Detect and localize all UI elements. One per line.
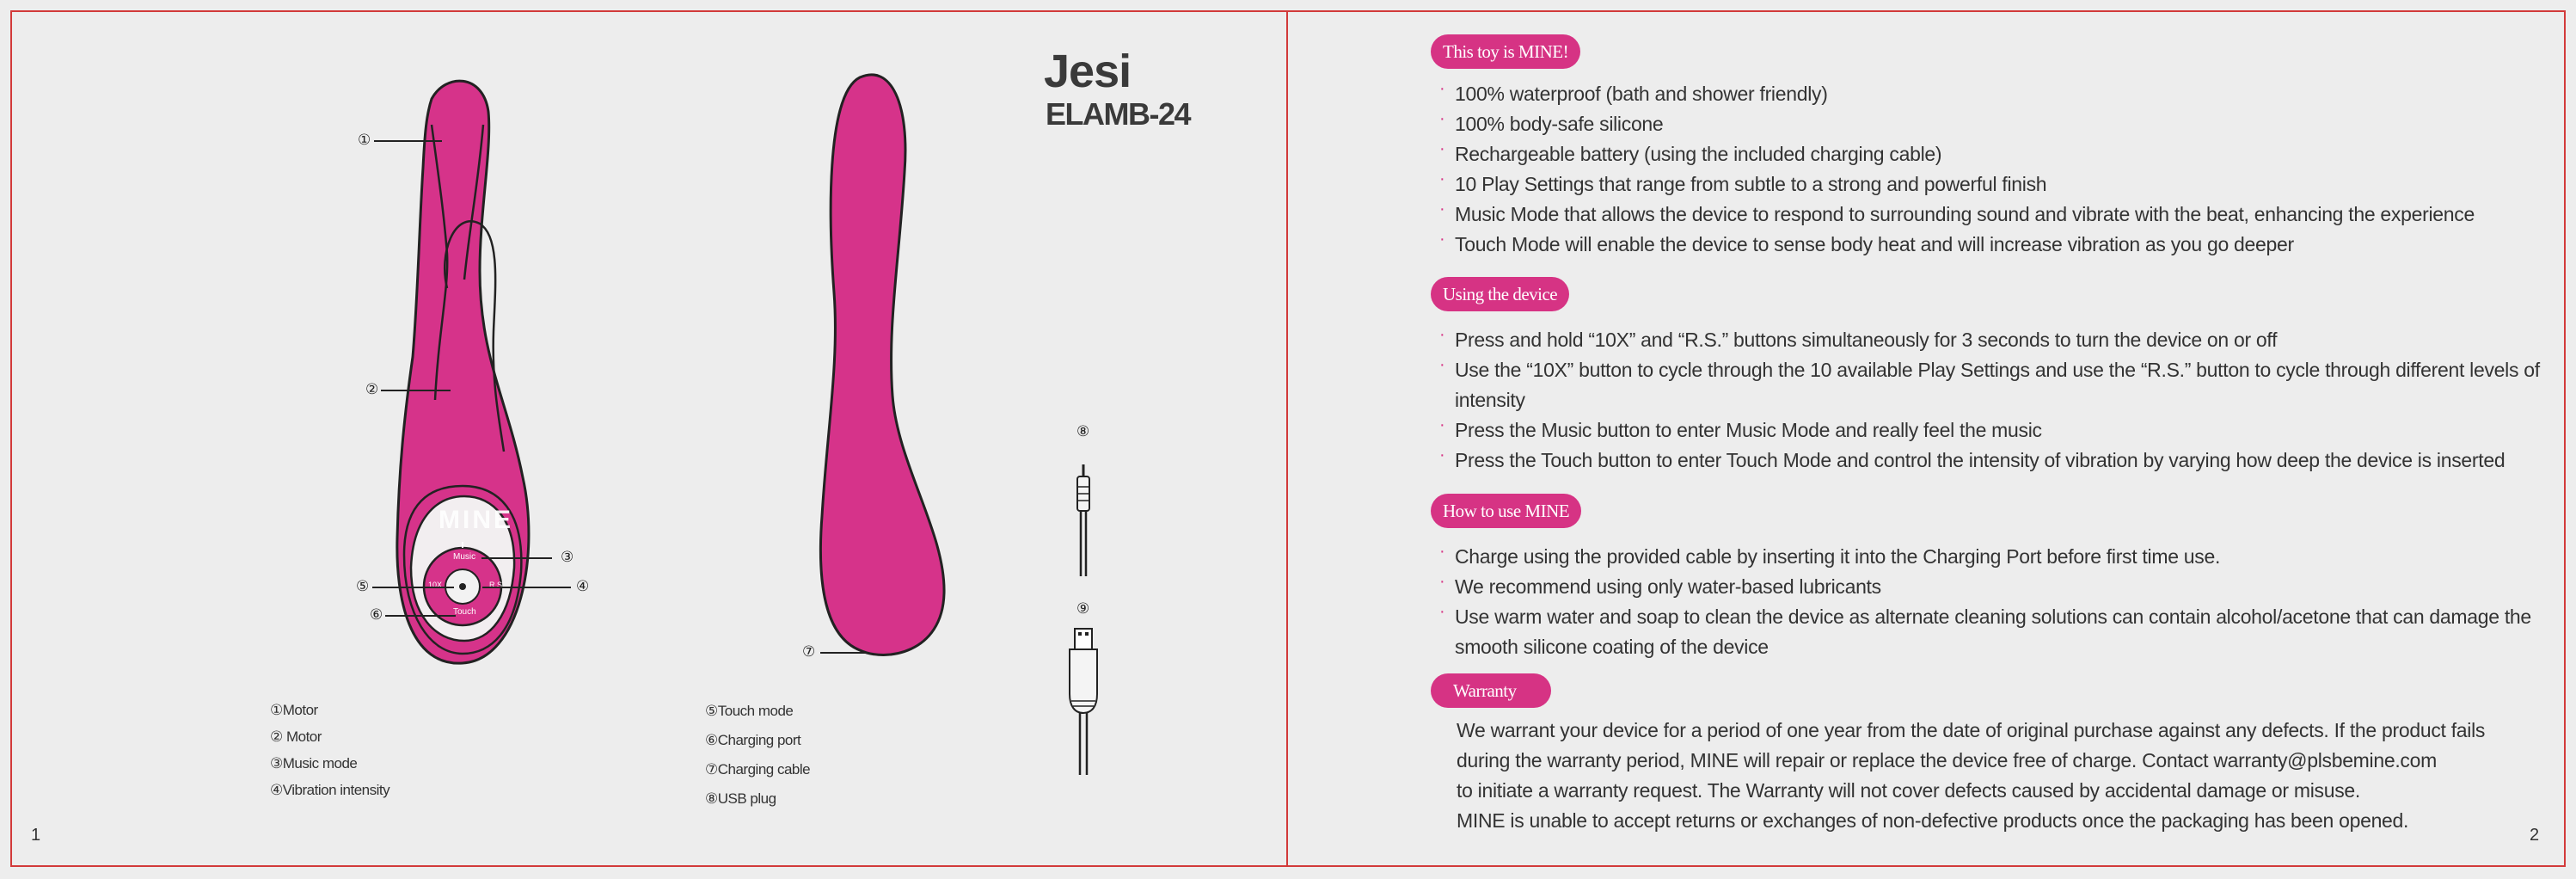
callout-9: ⑨ (1076, 600, 1090, 617)
warranty-line: MINE is unable to accept returns or exchanges of non-defective products once the packaging has been opened. (1457, 809, 2409, 832)
usb-plug-illustration (1063, 624, 1104, 778)
callout-7: ⑦ (802, 643, 816, 660)
callout-1: ① (358, 132, 371, 148)
warranty-line: to initiate a warranty request. The Warranty will not cover defects caused by accidental damage or misuse. (1457, 779, 2360, 802)
button-label-10x: 10X (428, 581, 443, 589)
legend-column-1 (270, 697, 389, 803)
callout-8: ⑧ (1076, 423, 1090, 440)
howto-list (1439, 542, 2548, 662)
legend-column-2 (705, 697, 810, 814)
list-item: · 10 Play Settings that range from subtle to a strong and powerful finish (1439, 169, 2475, 200)
callout-2: ② (365, 381, 379, 397)
list-item: · 100% body-safe silicone (1439, 109, 2475, 139)
legend-item: ④Vibration intensity (270, 782, 390, 798)
legend-item: ⑤Touch mode (705, 703, 794, 719)
section-title-using: Using the device (1431, 277, 1569, 311)
list-item: · Music Mode that allows the device to respond to surrounding sound and vibrate with the beat, enhancing the experience (1439, 200, 2475, 230)
device-logo: MINE (439, 506, 513, 534)
callout-5: ⑤ (356, 578, 370, 594)
list-item: · Rechargeable battery (using the included charging cable) (1439, 139, 2475, 169)
warranty-line: during the warranty period, MINE will repair or replace the device free of charge. Contact warranty@plsbemine.com (1457, 749, 2437, 771)
section-title-warranty: Warranty (1431, 673, 1551, 708)
list-item: · Press the Touch button to enter Touch Mode and control the intensity of vibration by varying how deep the device is inserted (1439, 446, 2548, 476)
button-label-music: Music (453, 552, 476, 562)
legend-item: ③Music mode (270, 755, 358, 771)
list-item: · 100% waterproof (bath and shower friendly) (1439, 79, 2475, 109)
product-model: ELAMB-24 (1046, 96, 1191, 132)
list-item: · Press and hold “10X” and “R.S.” buttons simultaneously for 3 seconds to turn the device on or off (1439, 325, 2548, 355)
legend-item: ⑦Charging cable (705, 761, 811, 778)
page-number-left: 1 (31, 826, 41, 845)
button-label-touch: Touch (453, 607, 476, 617)
warranty-text (1457, 716, 2540, 836)
charging-cable-illustration (1066, 464, 1101, 585)
legend-item: ② Motor (270, 728, 322, 745)
callout-6: ⑥ (370, 606, 383, 623)
legend-item: ①Motor (270, 702, 318, 718)
list-item: · Press the Music button to enter Music Mode and really feel the music (1439, 415, 2548, 446)
product-name: Jesi (1044, 46, 1132, 97)
callout-4: ④ (576, 578, 590, 594)
device-side-illustration (808, 69, 954, 662)
list-item: · Charge using the provided cable by inserting it into the Charging Port before first time use. (1439, 542, 2548, 572)
using-list (1439, 325, 2548, 476)
features-list (1439, 79, 2475, 260)
list-item: · Use the “10X” button to cycle through the 10 available Play Settings and use the “R.S.” button to cycle through different levels of intensity (1439, 355, 2548, 415)
list-item: · Use warm water and soap to clean the device as alternate cleaning solutions can contain alcohol/acetone that can damage the smooth silicone coating of the device (1439, 602, 2548, 662)
list-item: · We recommend using only water-based lubricants (1439, 572, 2548, 602)
section-title-features: This toy is MINE! (1431, 34, 1580, 69)
legend-item: ⑥Charging port (705, 732, 801, 748)
list-item: · Touch Mode will enable the device to sense body heat and will increase vibration as you go deeper (1439, 230, 2475, 260)
page-number-right: 2 (2530, 826, 2540, 845)
legend-item: ⑧USB plug (705, 790, 776, 807)
callout-3: ③ (561, 549, 574, 565)
warranty-line: We warrant your device for a period of one year from the date of original purchase against any defects. If the product fails (1457, 719, 2486, 741)
section-title-howto: How to use MINE (1431, 494, 1581, 528)
button-label-rs: R.S. (489, 581, 505, 589)
